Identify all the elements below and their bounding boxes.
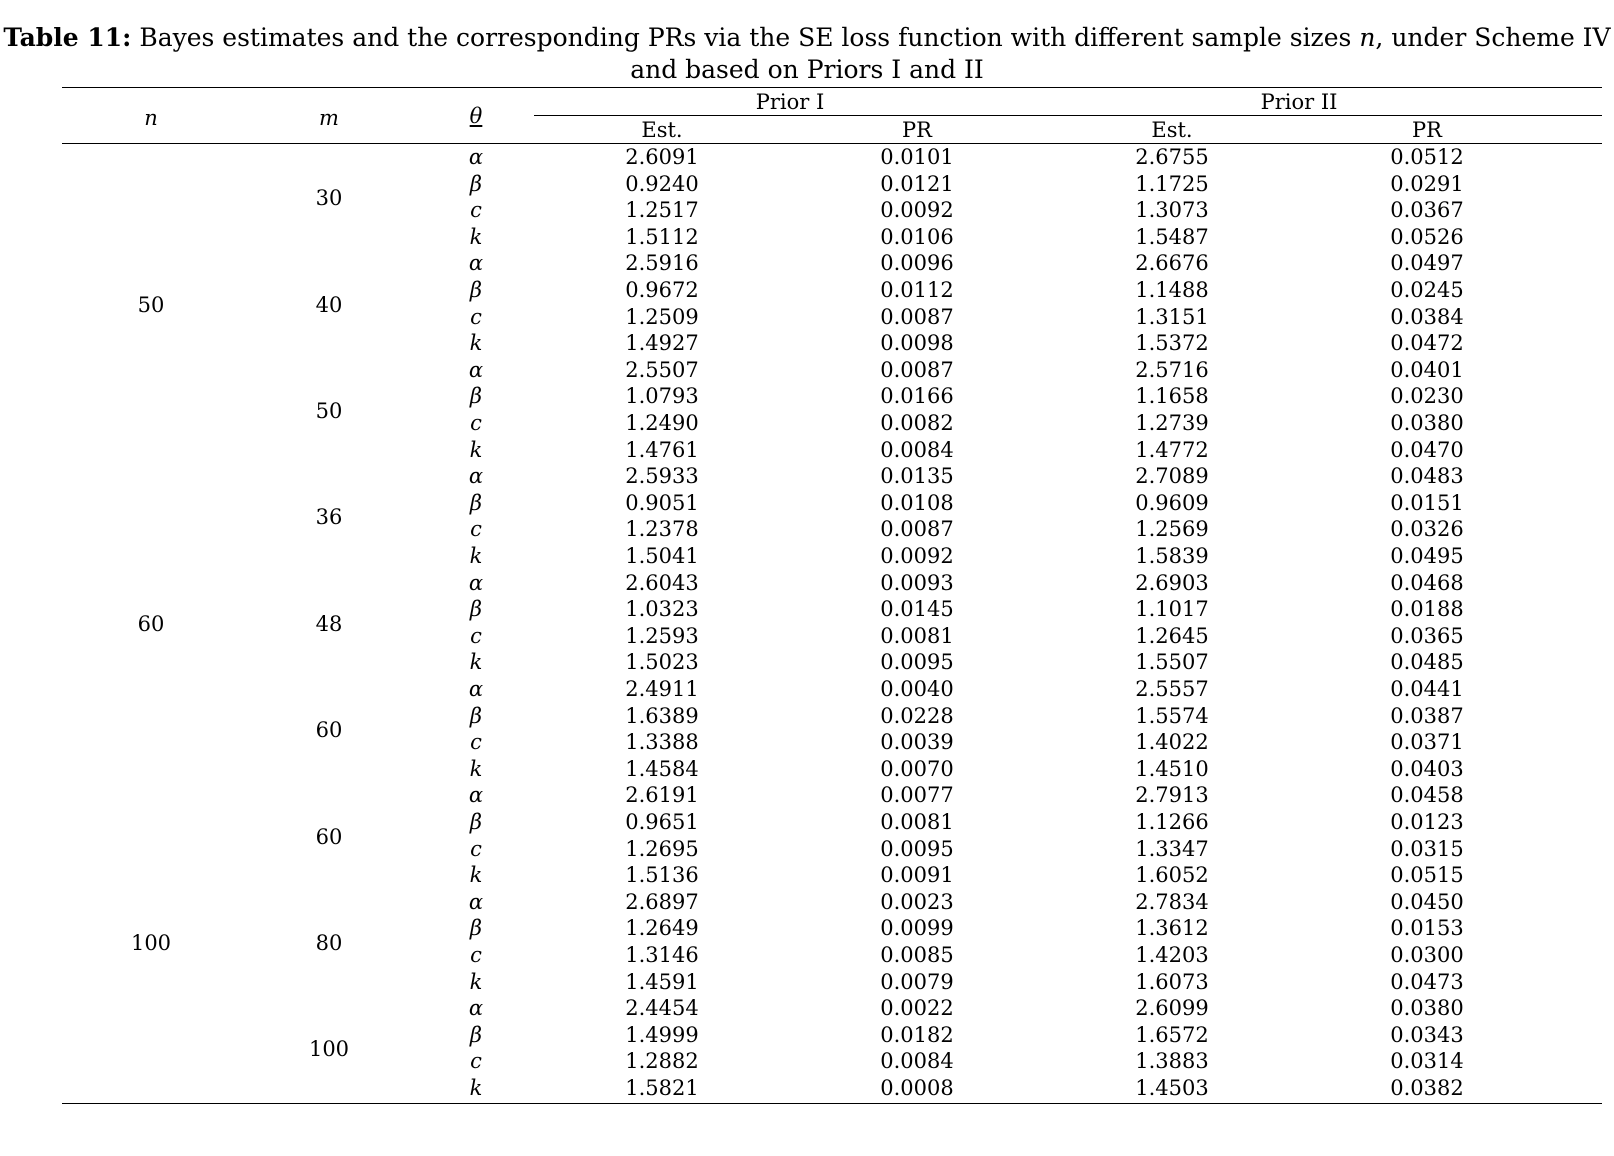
est-prior-2: 1.4203	[1135, 943, 1209, 967]
pr-prior-2: 0.0314	[1390, 1049, 1464, 1074]
est-prior-1: 1.3388	[625, 730, 699, 755]
pr-prior-1: 0.0093	[880, 570, 954, 595]
est-prior-1: 1.4761	[625, 437, 699, 462]
est-prior-1: 0.9051	[625, 490, 699, 515]
est-prior-1: 2.4454	[625, 996, 699, 1021]
pr-prior-1: 0.0087	[880, 357, 954, 382]
header-n: n	[144, 106, 158, 130]
pr-prior-1: 0.0098	[880, 331, 954, 356]
pr-prior-1: 0.0108	[880, 490, 954, 515]
pr-prior-2: 0.0458	[1390, 783, 1464, 808]
pr-prior-2: 0.0401	[1390, 357, 1464, 382]
param-symbol: β	[469, 384, 483, 409]
param-symbol: α	[468, 251, 484, 276]
pr-prior-2: 0.0384	[1390, 304, 1464, 329]
caption-label: Table 11:	[3, 23, 132, 52]
prior-subheader-rule	[534, 115, 1602, 116]
est-prior-1: 1.0323	[625, 597, 699, 622]
pr-prior-1: 0.0070	[880, 756, 954, 781]
pr-prior-2: 0.0153	[1390, 916, 1464, 941]
est-prior-1: 1.5136	[625, 863, 699, 888]
est-prior-2: 2.5557	[1135, 677, 1209, 701]
pr-prior-2: 0.0483	[1390, 464, 1464, 489]
m-value: 48	[315, 611, 343, 636]
pr-prior-1: 0.0084	[880, 437, 954, 462]
param-symbol: β	[469, 916, 483, 941]
est-prior-2: 1.5507	[1135, 650, 1209, 675]
est-prior-1: 2.6091	[625, 145, 699, 169]
est-prior-1: 2.6191	[625, 783, 699, 808]
est-prior-2: 2.5716	[1135, 357, 1209, 382]
est-prior-1: 2.6897	[625, 889, 699, 914]
pr-prior-2: 0.0515	[1390, 863, 1464, 888]
est-prior-1: 1.6389	[625, 703, 699, 728]
est-prior-1: 2.4911	[625, 677, 699, 701]
pr-prior-2: 0.0300	[1390, 943, 1464, 967]
pr-prior-2: 0.0382	[1390, 1076, 1464, 1100]
m-value: 50	[315, 399, 343, 423]
est-prior-1: 1.2649	[625, 916, 699, 941]
est-prior-1: 1.4999	[625, 1022, 699, 1047]
header-pr-prior-1: PR	[902, 118, 932, 142]
pr-prior-2: 0.0441	[1390, 677, 1464, 701]
pr-prior-2: 0.0151	[1390, 490, 1464, 515]
pr-prior-2: 0.0371	[1390, 730, 1464, 755]
param-symbol: α	[468, 357, 484, 382]
n-value: 100	[130, 931, 172, 955]
param-symbol: c	[470, 517, 482, 542]
est-prior-2: 1.4510	[1135, 756, 1209, 781]
est-prior-2: 1.2739	[1135, 411, 1209, 435]
pr-prior-1: 0.0145	[880, 597, 954, 622]
pr-prior-1: 0.0092	[880, 544, 954, 568]
header-est-prior-2: Est.	[1151, 118, 1193, 142]
est-prior-2: 1.2645	[1135, 623, 1209, 648]
param-symbol: k	[469, 224, 483, 249]
est-prior-2: 2.7913	[1135, 783, 1209, 808]
header-theta: θ	[469, 104, 483, 128]
est-prior-2: 1.3151	[1135, 304, 1209, 329]
est-prior-1: 1.2490	[625, 411, 699, 435]
pr-prior-2: 0.0473	[1390, 969, 1464, 994]
est-prior-2: 1.1017	[1135, 597, 1209, 622]
est-prior-1: 0.9240	[625, 171, 699, 196]
pr-prior-1: 0.0095	[880, 650, 954, 675]
n-value: 50	[137, 292, 165, 317]
results-table	[62, 90, 1602, 1143]
est-prior-2: 2.6099	[1135, 996, 1209, 1021]
pr-prior-1: 0.0081	[880, 810, 954, 834]
est-prior-2: 1.5487	[1135, 224, 1209, 249]
est-prior-2: 2.6755	[1135, 145, 1209, 169]
pr-prior-2: 0.0485	[1390, 650, 1464, 675]
param-symbol: α	[468, 783, 484, 808]
pr-prior-1: 0.0081	[880, 623, 954, 648]
pr-prior-1: 0.0008	[880, 1076, 954, 1100]
pr-prior-2: 0.0245	[1390, 278, 1464, 302]
param-symbol: c	[470, 304, 482, 329]
pr-prior-1: 0.0106	[880, 224, 954, 249]
est-prior-2: 0.9609	[1135, 490, 1209, 515]
param-symbol: β	[469, 490, 483, 515]
est-prior-1: 1.2517	[625, 198, 699, 223]
param-symbol: c	[470, 730, 482, 755]
est-prior-1: 1.5821	[625, 1076, 699, 1100]
pr-prior-2: 0.0387	[1390, 703, 1464, 728]
param-symbol: α	[468, 145, 484, 169]
param-symbol: k	[469, 437, 483, 462]
est-prior-1: 0.9672	[625, 278, 699, 302]
est-prior-2: 1.1266	[1135, 810, 1209, 834]
est-prior-1: 1.0793	[625, 384, 699, 409]
pr-prior-2: 0.0123	[1390, 810, 1464, 834]
param-symbol: α	[468, 464, 484, 489]
est-prior-2: 1.5839	[1135, 544, 1209, 568]
caption-text-a: Bayes estimates and the corresponding PRs via the SE loss function with different sample sizes	[131, 23, 1360, 52]
pr-prior-2: 0.0512	[1390, 145, 1464, 169]
m-value: 30	[315, 186, 343, 211]
m-value: 60	[315, 824, 343, 849]
param-symbol: α	[468, 677, 484, 701]
est-prior-1: 1.2593	[625, 623, 699, 648]
pr-prior-1: 0.0085	[880, 943, 954, 967]
est-prior-2: 1.4022	[1135, 730, 1209, 755]
pr-prior-2: 0.0468	[1390, 570, 1464, 595]
pr-prior-1: 0.0077	[880, 783, 954, 808]
est-prior-1: 1.3146	[625, 943, 699, 967]
pr-prior-1: 0.0121	[880, 171, 954, 196]
pr-prior-2: 0.0470	[1390, 437, 1464, 462]
est-prior-2: 1.1488	[1135, 278, 1209, 302]
param-symbol: β	[469, 703, 483, 728]
header-est-prior-1: Est.	[641, 118, 683, 142]
pr-prior-1: 0.0099	[880, 916, 954, 941]
est-prior-1: 1.5112	[625, 224, 699, 249]
param-symbol: β	[469, 597, 483, 622]
pr-prior-2: 0.0230	[1390, 384, 1464, 409]
header-pr-prior-2: PR	[1412, 118, 1442, 142]
pr-prior-2: 0.0315	[1390, 836, 1464, 861]
param-symbol: β	[469, 171, 483, 196]
header-prior-1: Prior I	[755, 90, 825, 114]
pr-prior-2: 0.0380	[1390, 411, 1464, 435]
est-prior-2: 2.7834	[1135, 889, 1209, 914]
est-prior-2: 1.3073	[1135, 198, 1209, 223]
param-symbol: c	[470, 198, 482, 223]
bottom-rule	[62, 1103, 1602, 1104]
param-symbol: β	[469, 1022, 483, 1047]
est-prior-2: 1.3883	[1135, 1049, 1209, 1074]
caption-n-symbol: n	[1359, 23, 1376, 52]
caption-text-b: , under Scheme IV and based on Priors I and II	[630, 23, 1611, 84]
est-prior-1: 1.4927	[625, 331, 699, 356]
m-value: 100	[308, 1037, 350, 1062]
est-prior-1: 1.2882	[625, 1049, 699, 1074]
pr-prior-1: 0.0084	[880, 1049, 954, 1074]
est-prior-2: 1.5574	[1135, 703, 1209, 728]
pr-prior-1: 0.0101	[880, 145, 954, 169]
header-bottom-rule	[62, 143, 1602, 144]
est-prior-2: 1.4772	[1135, 437, 1209, 462]
n-value: 60	[137, 611, 165, 636]
pr-prior-1: 0.0039	[880, 730, 954, 755]
param-symbol: α	[468, 996, 484, 1021]
est-prior-1: 1.2695	[625, 836, 699, 861]
param-symbol: k	[469, 544, 483, 568]
pr-prior-1: 0.0091	[880, 863, 954, 888]
param-symbol: c	[470, 1049, 482, 1074]
est-prior-2: 1.3612	[1135, 916, 1209, 941]
pr-prior-1: 0.0040	[880, 677, 954, 701]
pr-prior-1: 0.0079	[880, 969, 954, 994]
param-symbol: c	[470, 836, 482, 861]
param-symbol: k	[469, 863, 483, 888]
m-value: 36	[315, 505, 343, 530]
est-prior-1: 2.5933	[625, 464, 699, 489]
param-symbol: c	[470, 943, 482, 967]
pr-prior-1: 0.0096	[880, 251, 954, 276]
pr-prior-1: 0.0228	[880, 703, 954, 728]
param-symbol: c	[470, 411, 482, 435]
param-symbol: k	[469, 331, 483, 356]
pr-prior-1: 0.0022	[880, 996, 954, 1021]
est-prior-1: 2.5916	[625, 251, 699, 276]
est-prior-1: 1.4584	[625, 756, 699, 781]
pr-prior-2: 0.0403	[1390, 756, 1464, 781]
pr-prior-1: 0.0023	[880, 889, 954, 914]
pr-prior-2: 0.0526	[1390, 224, 1464, 249]
est-prior-1: 1.5023	[625, 650, 699, 675]
pr-prior-2: 0.0380	[1390, 996, 1464, 1021]
est-prior-1: 0.9651	[625, 810, 699, 834]
pr-prior-1: 0.0087	[880, 304, 954, 329]
pr-prior-1: 0.0182	[880, 1022, 954, 1047]
pr-prior-1: 0.0087	[880, 517, 954, 542]
table-caption	[0, 22, 1614, 86]
est-prior-1: 1.2509	[625, 304, 699, 329]
est-prior-2: 1.1658	[1135, 384, 1209, 409]
pr-prior-1: 0.0092	[880, 198, 954, 223]
pr-prior-2: 0.0450	[1390, 889, 1464, 914]
pr-prior-2: 0.0365	[1390, 623, 1464, 648]
est-prior-2: 1.3347	[1135, 836, 1209, 861]
est-prior-2: 2.6903	[1135, 570, 1209, 595]
m-value: 40	[315, 292, 343, 317]
param-symbol: k	[469, 650, 483, 675]
pr-prior-2: 0.0495	[1390, 544, 1464, 568]
pr-prior-1: 0.0112	[880, 278, 954, 302]
est-prior-2: 1.6052	[1135, 863, 1209, 888]
m-value: 60	[315, 718, 343, 743]
est-prior-2: 1.4503	[1135, 1076, 1209, 1100]
header-prior-2: Prior II	[1260, 90, 1338, 114]
pr-prior-2: 0.0472	[1390, 331, 1464, 356]
est-prior-1: 2.6043	[625, 570, 699, 595]
param-symbol: β	[469, 810, 483, 834]
param-symbol: k	[469, 1076, 483, 1100]
pr-prior-1: 0.0082	[880, 411, 954, 435]
pr-prior-2: 0.0326	[1390, 517, 1464, 542]
est-prior-1: 2.5507	[625, 357, 699, 382]
est-prior-1: 1.5041	[625, 544, 699, 568]
est-prior-2: 2.6676	[1135, 251, 1209, 276]
m-value: 80	[315, 931, 343, 955]
pr-prior-1: 0.0166	[880, 384, 954, 409]
est-prior-2: 1.6572	[1135, 1022, 1209, 1047]
param-symbol: α	[468, 570, 484, 595]
param-symbol: β	[469, 278, 483, 302]
pr-prior-2: 0.0497	[1390, 251, 1464, 276]
header-m: m	[319, 106, 339, 130]
param-symbol: k	[469, 969, 483, 994]
est-prior-2: 1.6073	[1135, 969, 1209, 994]
pr-prior-2: 0.0291	[1390, 171, 1464, 196]
param-symbol: α	[468, 889, 484, 914]
est-prior-1: 1.2378	[625, 517, 699, 542]
est-prior-2: 1.1725	[1135, 171, 1209, 196]
est-prior-2: 1.2569	[1135, 517, 1209, 542]
pr-prior-2: 0.0343	[1390, 1022, 1464, 1047]
param-symbol: c	[470, 623, 482, 648]
est-prior-2: 2.7089	[1135, 464, 1209, 489]
pr-prior-1: 0.0095	[880, 836, 954, 861]
pr-prior-2: 0.0188	[1390, 597, 1464, 622]
top-rule	[62, 87, 1602, 88]
pr-prior-1: 0.0135	[880, 464, 954, 489]
pr-prior-2: 0.0367	[1390, 198, 1464, 223]
est-prior-2: 1.5372	[1135, 331, 1209, 356]
est-prior-1: 1.4591	[625, 969, 699, 994]
param-symbol: k	[469, 756, 483, 781]
